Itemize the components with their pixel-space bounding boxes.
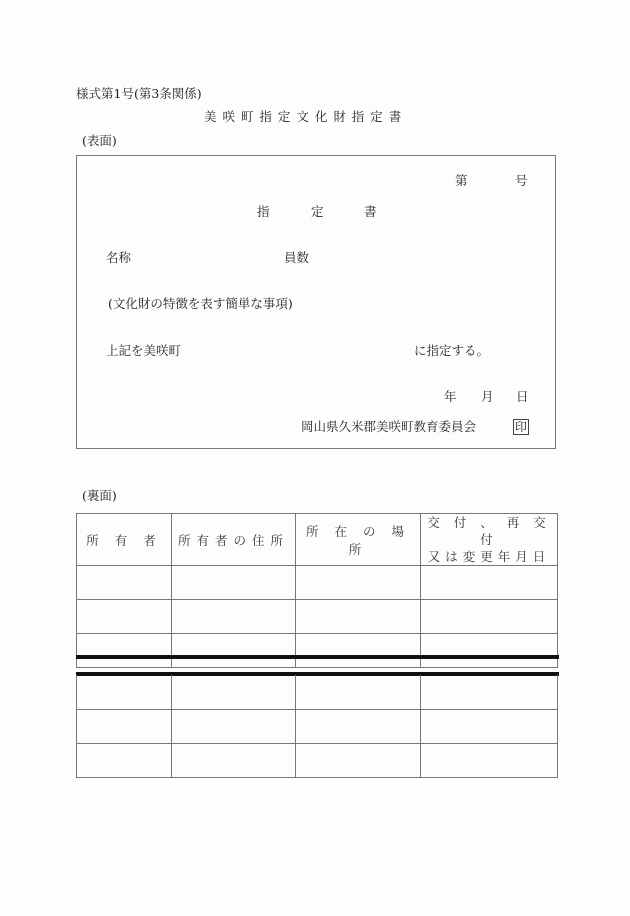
- cell-issue-date[interactable]: [421, 675, 558, 710]
- features-label: (文化財の特徴を表す簡単な事項): [108, 296, 293, 311]
- back-table-upper: [76, 513, 558, 668]
- designation-prefix: 上記を美咲町: [106, 343, 182, 358]
- date-day: 日: [516, 389, 529, 404]
- back-side-label: (裏面): [82, 488, 117, 503]
- cell-location[interactable]: [296, 710, 421, 744]
- cell-location[interactable]: [296, 744, 421, 778]
- header-issue-date-line1: 交 付 、 再 交 付: [427, 515, 551, 547]
- header-issue-date-line2: 又は変更年月日: [427, 549, 551, 564]
- table-row: [77, 566, 558, 600]
- seal-mark: 印: [515, 420, 528, 434]
- table-row: [77, 744, 558, 778]
- cell-owner-address[interactable]: [172, 744, 296, 778]
- cell-issue-date[interactable]: [421, 600, 558, 634]
- table-row: [77, 675, 558, 710]
- cell-issue-date[interactable]: [421, 710, 558, 744]
- cert-title-char-1: 指: [257, 204, 270, 219]
- table-header-row: [77, 514, 558, 566]
- header-owner-address: 所有者の住所: [172, 514, 296, 566]
- table-row: [77, 634, 558, 668]
- cell-owner-address[interactable]: [172, 600, 296, 634]
- cell-issue-date[interactable]: [421, 634, 558, 668]
- cert-title-char-3: 書: [364, 204, 377, 219]
- cell-owner[interactable]: [77, 634, 172, 668]
- back-table-lower: [76, 675, 558, 778]
- table-row: [77, 600, 558, 634]
- document-title: 美 咲 町 指 定 文 化 財 指 定 書: [204, 109, 403, 124]
- cell-owner-address[interactable]: [172, 675, 296, 710]
- issuer-name: 岡山県久米郡美咲町教育委員会: [301, 419, 477, 434]
- cell-owner[interactable]: [77, 600, 172, 634]
- header-issue-date: [421, 514, 558, 566]
- cell-location[interactable]: [296, 566, 421, 600]
- cell-owner[interactable]: [77, 744, 172, 778]
- table-break-line-top: [76, 655, 559, 659]
- cell-issue-date[interactable]: [421, 744, 558, 778]
- form-number: 様式第1号(第3条関係): [76, 86, 202, 101]
- cell-owner-address[interactable]: [172, 566, 296, 600]
- cell-location[interactable]: [296, 600, 421, 634]
- header-location: 所 在 の 場 所: [296, 514, 421, 566]
- cell-owner[interactable]: [77, 566, 172, 600]
- number-go: 号: [515, 173, 528, 188]
- count-label: 員数: [284, 250, 310, 265]
- header-owner: 所 有 者: [77, 514, 172, 566]
- name-label: 名称: [106, 250, 132, 265]
- cell-issue-date[interactable]: [421, 566, 558, 600]
- date-month: 月: [481, 389, 494, 404]
- cert-title-char-2: 定: [311, 204, 324, 219]
- cell-location[interactable]: [296, 675, 421, 710]
- cell-owner[interactable]: [77, 710, 172, 744]
- front-side-label: (表面): [82, 133, 117, 148]
- cell-owner-address[interactable]: [172, 634, 296, 668]
- number-dai: 第: [455, 173, 468, 188]
- designation-suffix: に指定する。: [414, 343, 490, 358]
- cell-owner[interactable]: [77, 675, 172, 710]
- cell-location[interactable]: [296, 634, 421, 668]
- cell-owner-address[interactable]: [172, 710, 296, 744]
- table-row: [77, 710, 558, 744]
- date-year: 年: [444, 389, 457, 404]
